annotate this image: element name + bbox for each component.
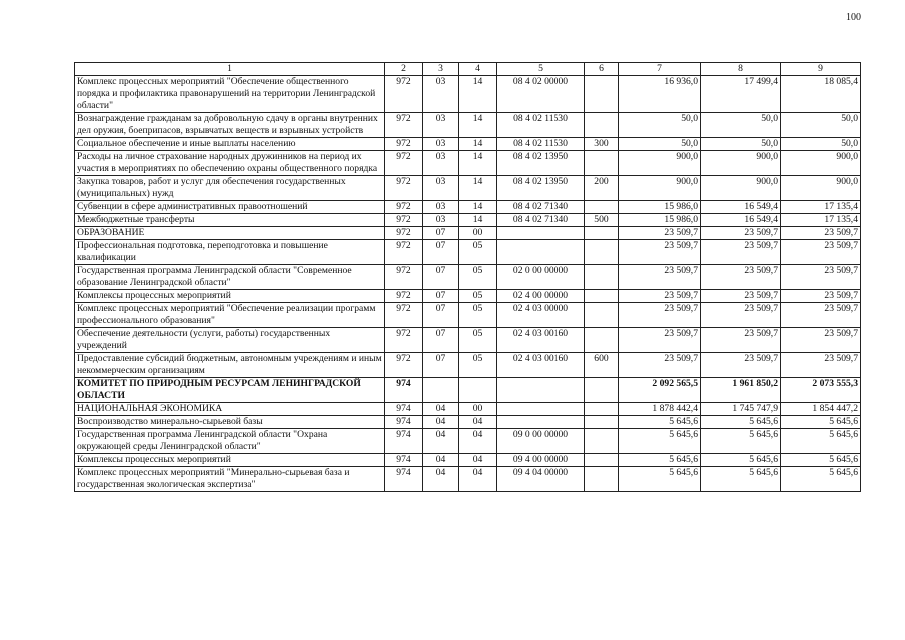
amount-year1-cell: 15 986,0 xyxy=(619,214,701,227)
amount-year1-cell: 2 092 565,5 xyxy=(619,378,701,403)
amount-year2-cell: 23 509,7 xyxy=(701,240,781,265)
row-name-cell: Государственная программа Ленинградской области "Современное образование Ленинградской области" xyxy=(75,265,385,290)
amount-year3-cell: 17 135,4 xyxy=(781,201,861,214)
expense-type-cell xyxy=(585,303,619,328)
table-row xyxy=(75,240,861,265)
header-cell: 2 xyxy=(385,63,423,76)
section-code-cell xyxy=(423,378,459,403)
row-name-cell: Межбюджетные трансферты xyxy=(75,214,385,227)
amount-year3-cell: 23 509,7 xyxy=(781,240,861,265)
expense-type-cell xyxy=(585,403,619,416)
target-article-cell: 09 0 00 00000 xyxy=(497,429,585,454)
amount-year3-cell: 50,0 xyxy=(781,113,861,138)
amount-year3-cell: 1 854 447,2 xyxy=(781,403,861,416)
table-row xyxy=(75,76,861,113)
amount-year1-cell: 50,0 xyxy=(619,138,701,151)
table-row xyxy=(75,454,861,467)
ministry-code-cell: 972 xyxy=(385,290,423,303)
amount-year3-cell: 2 073 555,3 xyxy=(781,378,861,403)
section-code-cell: 07 xyxy=(423,227,459,240)
amount-year3-cell: 23 509,7 xyxy=(781,353,861,378)
subsection-code-cell: 05 xyxy=(459,265,497,290)
expense-type-cell xyxy=(585,240,619,265)
amount-year3-cell: 18 085,4 xyxy=(781,76,861,113)
target-article-cell: 08 4 02 00000 xyxy=(497,76,585,113)
ministry-code-cell: 974 xyxy=(385,403,423,416)
amount-year1-cell: 23 509,7 xyxy=(619,303,701,328)
section-code-cell: 03 xyxy=(423,151,459,176)
expense-type-cell: 500 xyxy=(585,214,619,227)
subsection-code-cell: 14 xyxy=(459,138,497,151)
ministry-code-cell: 972 xyxy=(385,214,423,227)
table-row xyxy=(75,176,861,201)
amount-year3-cell: 17 135,4 xyxy=(781,214,861,227)
ministry-code-cell: 972 xyxy=(385,76,423,113)
section-code-cell: 03 xyxy=(423,76,459,113)
target-article-cell: 08 4 02 11530 xyxy=(497,138,585,151)
target-article-cell: 08 4 02 13950 xyxy=(497,151,585,176)
section-code-cell: 07 xyxy=(423,290,459,303)
row-name-cell: Профессиональная подготовка, переподготовка и повышение квалификации xyxy=(75,240,385,265)
header-cell: 9 xyxy=(781,63,861,76)
amount-year2-cell: 5 645,6 xyxy=(701,416,781,429)
amount-year3-cell: 23 509,7 xyxy=(781,303,861,328)
subsection-code-cell xyxy=(459,378,497,403)
table-row xyxy=(75,214,861,227)
target-article-cell xyxy=(497,240,585,265)
amount-year2-cell: 5 645,6 xyxy=(701,454,781,467)
amount-year1-cell: 23 509,7 xyxy=(619,353,701,378)
subsection-code-cell: 04 xyxy=(459,429,497,454)
row-name-cell: НАЦИОНАЛЬНАЯ ЭКОНОМИКА xyxy=(75,403,385,416)
row-name-cell: КОМИТЕТ ПО ПРИРОДНЫМ РЕСУРСАМ ЛЕНИНГРАДСКОЙ ОБЛАСТИ xyxy=(75,378,385,403)
header-cell: 7 xyxy=(619,63,701,76)
amount-year1-cell: 23 509,7 xyxy=(619,328,701,353)
header-cell: 8 xyxy=(701,63,781,76)
target-article-cell: 08 4 02 71340 xyxy=(497,214,585,227)
target-article-cell xyxy=(497,403,585,416)
row-name-cell: Закупка товаров, работ и услуг для обеспечения государственных (муниципальных) нужд xyxy=(75,176,385,201)
amount-year1-cell: 23 509,7 xyxy=(619,227,701,240)
row-name-cell: Вознаграждение гражданам за добровольную сдачу в органы внутренних дел оружия, боеприпасов, взрывчатых веществ и взрывных устройств xyxy=(75,113,385,138)
target-article-cell: 08 4 02 11530 xyxy=(497,113,585,138)
ministry-code-cell: 974 xyxy=(385,454,423,467)
header-cell: 3 xyxy=(423,63,459,76)
subsection-code-cell: 05 xyxy=(459,240,497,265)
ministry-code-cell: 974 xyxy=(385,378,423,403)
table-row xyxy=(75,303,861,328)
amount-year3-cell: 50,0 xyxy=(781,138,861,151)
expense-type-cell xyxy=(585,76,619,113)
ministry-code-cell: 972 xyxy=(385,353,423,378)
amount-year1-cell: 5 645,6 xyxy=(619,429,701,454)
ministry-code-cell: 972 xyxy=(385,151,423,176)
subsection-code-cell: 14 xyxy=(459,176,497,201)
table-row xyxy=(75,265,861,290)
amount-year3-cell: 5 645,6 xyxy=(781,429,861,454)
row-name-cell: Обеспечение деятельности (услуги, работы) государственных учреждений xyxy=(75,328,385,353)
table-row xyxy=(75,138,861,151)
header-cell: 1 xyxy=(75,63,385,76)
amount-year2-cell: 1 745 747,9 xyxy=(701,403,781,416)
amount-year2-cell: 23 509,7 xyxy=(701,303,781,328)
table-row xyxy=(75,113,861,138)
row-name-cell: ОБРАЗОВАНИЕ xyxy=(75,227,385,240)
table-row xyxy=(75,467,861,492)
amount-year3-cell: 23 509,7 xyxy=(781,265,861,290)
table-body xyxy=(75,63,861,492)
ministry-code-cell: 972 xyxy=(385,265,423,290)
row-name-cell: Субвенции в сфере административных правоотношений xyxy=(75,201,385,214)
subsection-code-cell: 14 xyxy=(459,113,497,138)
target-article-cell xyxy=(497,227,585,240)
subsection-code-cell: 04 xyxy=(459,467,497,492)
expense-type-cell: 600 xyxy=(585,353,619,378)
table-row xyxy=(75,151,861,176)
amount-year1-cell: 16 936,0 xyxy=(619,76,701,113)
row-name-cell: Предоставление субсидий бюджетным, автономным учреждениям и иным некоммерческим организациям xyxy=(75,353,385,378)
amount-year2-cell: 23 509,7 xyxy=(701,227,781,240)
expense-type-cell xyxy=(585,378,619,403)
amount-year3-cell: 900,0 xyxy=(781,151,861,176)
expense-type-cell xyxy=(585,113,619,138)
amount-year1-cell: 15 986,0 xyxy=(619,201,701,214)
amount-year2-cell: 23 509,7 xyxy=(701,328,781,353)
ministry-code-cell: 972 xyxy=(385,201,423,214)
section-code-cell: 07 xyxy=(423,353,459,378)
table-row xyxy=(75,328,861,353)
row-name-cell: Государственная программа Ленинградской области "Охрана окружающей среды Ленинградской области" xyxy=(75,429,385,454)
amount-year3-cell: 23 509,7 xyxy=(781,290,861,303)
target-article-cell: 09 4 04 00000 xyxy=(497,467,585,492)
expense-type-cell xyxy=(585,454,619,467)
amount-year1-cell: 5 645,6 xyxy=(619,467,701,492)
amount-year1-cell: 23 509,7 xyxy=(619,265,701,290)
section-code-cell: 07 xyxy=(423,303,459,328)
amount-year2-cell: 1 961 850,2 xyxy=(701,378,781,403)
amount-year2-cell: 16 549,4 xyxy=(701,201,781,214)
table-row xyxy=(75,353,861,378)
amount-year2-cell: 16 549,4 xyxy=(701,214,781,227)
amount-year2-cell: 5 645,6 xyxy=(701,467,781,492)
target-article-cell: 02 4 03 00160 xyxy=(497,353,585,378)
table-header-row xyxy=(75,63,861,76)
amount-year1-cell: 5 645,6 xyxy=(619,454,701,467)
amount-year3-cell: 23 509,7 xyxy=(781,328,861,353)
expense-type-cell xyxy=(585,290,619,303)
row-name-cell: Социальное обеспечение и иные выплаты населению xyxy=(75,138,385,151)
expense-type-cell: 300 xyxy=(585,138,619,151)
expense-type-cell xyxy=(585,265,619,290)
amount-year1-cell: 5 645,6 xyxy=(619,416,701,429)
ministry-code-cell: 972 xyxy=(385,328,423,353)
section-code-cell: 04 xyxy=(423,416,459,429)
target-article-cell: 02 4 03 00160 xyxy=(497,328,585,353)
subsection-code-cell: 14 xyxy=(459,151,497,176)
section-code-cell: 03 xyxy=(423,201,459,214)
ministry-code-cell: 972 xyxy=(385,113,423,138)
amount-year1-cell: 23 509,7 xyxy=(619,290,701,303)
row-name-cell: Комплексы процессных мероприятий xyxy=(75,290,385,303)
ministry-code-cell: 974 xyxy=(385,429,423,454)
row-name-cell: Комплексы процессных мероприятий xyxy=(75,454,385,467)
page-number: 100 xyxy=(846,12,861,23)
ministry-code-cell: 974 xyxy=(385,416,423,429)
expense-type-cell xyxy=(585,467,619,492)
ministry-code-cell: 972 xyxy=(385,227,423,240)
amount-year3-cell: 5 645,6 xyxy=(781,454,861,467)
amount-year1-cell: 900,0 xyxy=(619,176,701,201)
subsection-code-cell: 00 xyxy=(459,403,497,416)
header-cell: 4 xyxy=(459,63,497,76)
ministry-code-cell: 972 xyxy=(385,176,423,201)
section-code-cell: 03 xyxy=(423,214,459,227)
table-row xyxy=(75,403,861,416)
section-code-cell: 03 xyxy=(423,138,459,151)
subsection-code-cell: 04 xyxy=(459,416,497,429)
amount-year1-cell: 1 878 442,4 xyxy=(619,403,701,416)
subsection-code-cell: 05 xyxy=(459,290,497,303)
expense-type-cell xyxy=(585,416,619,429)
amount-year3-cell: 900,0 xyxy=(781,176,861,201)
expense-type-cell xyxy=(585,429,619,454)
header-cell: 6 xyxy=(585,63,619,76)
ministry-code-cell: 972 xyxy=(385,240,423,265)
expense-type-cell: 200 xyxy=(585,176,619,201)
subsection-code-cell: 05 xyxy=(459,353,497,378)
table-row xyxy=(75,378,861,403)
amount-year1-cell: 23 509,7 xyxy=(619,240,701,265)
target-article-cell: 08 4 02 13950 xyxy=(497,176,585,201)
amount-year2-cell: 5 645,6 xyxy=(701,429,781,454)
table-row xyxy=(75,290,861,303)
section-code-cell: 03 xyxy=(423,176,459,201)
section-code-cell: 07 xyxy=(423,240,459,265)
subsection-code-cell: 05 xyxy=(459,303,497,328)
ministry-code-cell: 974 xyxy=(385,467,423,492)
subsection-code-cell: 00 xyxy=(459,227,497,240)
row-name-cell: Комплекс процессных мероприятий "Обеспечение общественного порядка и профилактика правонарушений на территории Ленинградской области" xyxy=(75,76,385,113)
amount-year2-cell: 23 509,7 xyxy=(701,353,781,378)
section-code-cell: 04 xyxy=(423,467,459,492)
table-row xyxy=(75,416,861,429)
target-article-cell xyxy=(497,378,585,403)
amount-year3-cell: 23 509,7 xyxy=(781,227,861,240)
expense-type-cell xyxy=(585,201,619,214)
section-code-cell: 04 xyxy=(423,403,459,416)
ministry-code-cell: 972 xyxy=(385,138,423,151)
expense-type-cell xyxy=(585,151,619,176)
budget-table xyxy=(74,62,861,492)
target-article-cell: 09 4 00 00000 xyxy=(497,454,585,467)
table-row xyxy=(75,429,861,454)
subsection-code-cell: 14 xyxy=(459,201,497,214)
amount-year2-cell: 23 509,7 xyxy=(701,290,781,303)
table-row xyxy=(75,227,861,240)
section-code-cell: 07 xyxy=(423,265,459,290)
target-article-cell: 02 0 00 00000 xyxy=(497,265,585,290)
expense-type-cell xyxy=(585,227,619,240)
amount-year3-cell: 5 645,6 xyxy=(781,467,861,492)
section-code-cell: 04 xyxy=(423,454,459,467)
row-name-cell: Воспроизводство минерально-сырьевой базы xyxy=(75,416,385,429)
row-name-cell: Расходы на личное страхование народных дружинников на период их участия в мероприятиях по обеспечению охраны общественного порядка xyxy=(75,151,385,176)
target-article-cell: 02 4 03 00000 xyxy=(497,303,585,328)
amount-year2-cell: 17 499,4 xyxy=(701,76,781,113)
ministry-code-cell: 972 xyxy=(385,303,423,328)
row-name-cell: Комплекс процессных мероприятий "Обеспечение реализации программ профессионального образования" xyxy=(75,303,385,328)
subsection-code-cell: 14 xyxy=(459,214,497,227)
amount-year2-cell: 50,0 xyxy=(701,113,781,138)
row-name-cell: Комплекс процессных мероприятий "Минерально-сырьевая база и государственная экологическая экспертиза" xyxy=(75,467,385,492)
amount-year2-cell: 900,0 xyxy=(701,176,781,201)
amount-year2-cell: 23 509,7 xyxy=(701,265,781,290)
section-code-cell: 07 xyxy=(423,328,459,353)
subsection-code-cell: 05 xyxy=(459,328,497,353)
amount-year2-cell: 50,0 xyxy=(701,138,781,151)
target-article-cell: 08 4 02 71340 xyxy=(497,201,585,214)
table-row xyxy=(75,201,861,214)
target-article-cell xyxy=(497,416,585,429)
expense-type-cell xyxy=(585,328,619,353)
subsection-code-cell: 14 xyxy=(459,76,497,113)
section-code-cell: 03 xyxy=(423,113,459,138)
target-article-cell: 02 4 00 00000 xyxy=(497,290,585,303)
amount-year1-cell: 50,0 xyxy=(619,113,701,138)
section-code-cell: 04 xyxy=(423,429,459,454)
subsection-code-cell: 04 xyxy=(459,454,497,467)
amount-year2-cell: 900,0 xyxy=(701,151,781,176)
header-cell: 5 xyxy=(497,63,585,76)
amount-year1-cell: 900,0 xyxy=(619,151,701,176)
amount-year3-cell: 5 645,6 xyxy=(781,416,861,429)
